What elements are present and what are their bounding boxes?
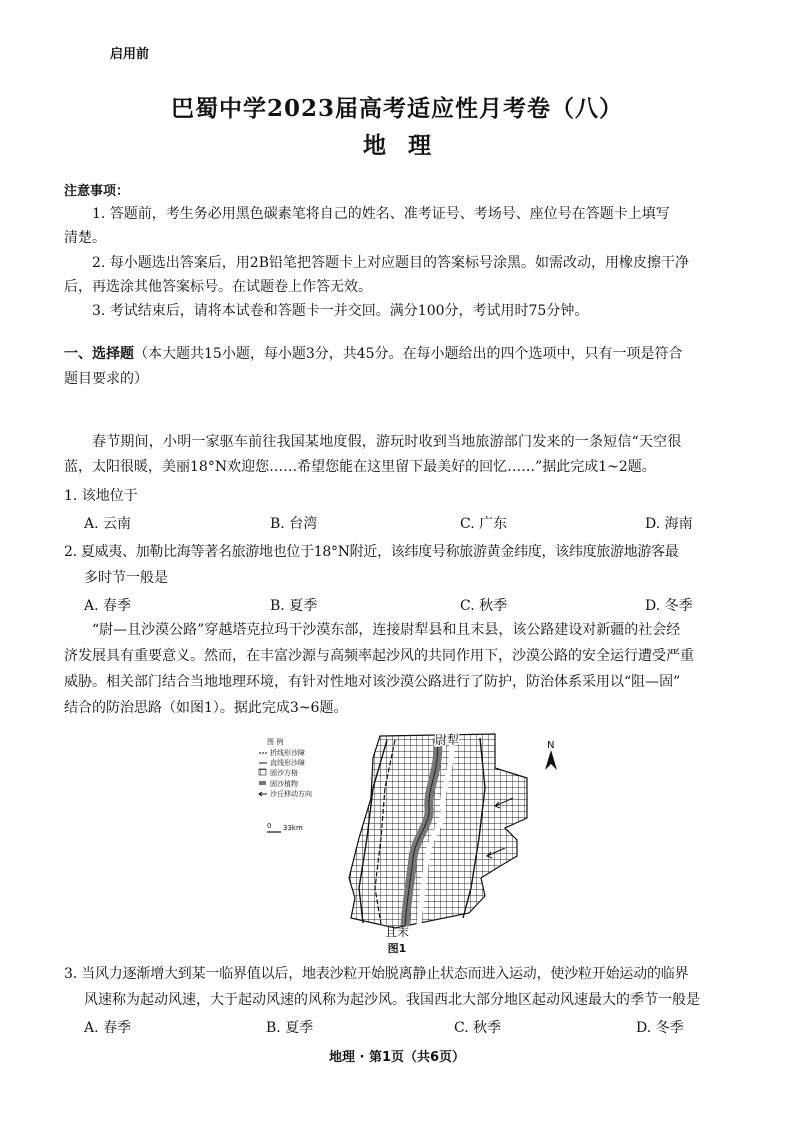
notes-heading: 注意事项： <box>64 184 130 199</box>
question-2-stem: 2. 夏威夷、加勒比海等著名旅游地也位于18°N附近，该纬度号称旅游黄金纬度，该纬度旅游地游客最 <box>64 544 679 560</box>
scale-bar <box>267 822 303 832</box>
q1-option-c: C. 广东 <box>460 516 508 532</box>
passage-2-line-2: 济发展具有重要意义。然而，在丰富沙源与高频率起沙风的共同作用下，沙漠公路的安全运行遭受严重 <box>64 648 694 664</box>
legend-sand-grid: 固沙方格 <box>270 769 298 777</box>
svg-text:N: N <box>547 740 555 751</box>
q2-option-c: C. 秋季 <box>460 598 508 614</box>
q1-option-b: B. 台湾 <box>270 516 318 532</box>
passage-1-line-1: 春节期间，小明一家驱车前往我国某地度假，游玩时收到当地旅游部门发来的一条短信“天空很 <box>92 434 682 450</box>
label-qiemo: 且末 <box>385 925 410 939</box>
corner-label: 启用前 <box>110 47 150 62</box>
question-3-stem: 3. 当风力逐渐增大到某一临界值以后，地表沙粒开始脱离静止状态而进入运动，使沙粒开始运动的临界 <box>64 966 689 982</box>
figure-1-map <box>255 728 575 940</box>
legend <box>259 737 312 798</box>
note-item-2-cont: 后，再选涂其他答案标号。在试题卷上作答无效。 <box>64 279 372 295</box>
figure-caption: 图1 <box>387 942 407 955</box>
section-desc-cont: 题目要求的） <box>64 371 148 387</box>
legend-straight-barrier: 直线形沙障 <box>270 759 305 767</box>
legend-plants: 固沙植物 <box>270 780 298 788</box>
subject-title: 地理 <box>363 132 453 159</box>
section-desc: （本大题共15小题，每小题3分，共45分。在每小题给出的四个选项中，只有一项是符合 <box>134 346 683 362</box>
q2-option-a: A. 春季 <box>84 598 132 614</box>
section-heading <box>64 342 764 366</box>
q1-option-d: D. 海南 <box>645 516 693 532</box>
svg-text:0: 0 <box>267 822 272 830</box>
passage-1-line-2: 蓝，太阳很暖，美丽18°N欢迎您……希望您能在这里留下最美好的回忆……”据此完成1~2题。 <box>64 459 656 475</box>
q3-option-d: D. 冬季 <box>636 1020 684 1036</box>
passage-2-line-4: 结合的防治思路（如图1）。据此完成3~6题。 <box>64 700 348 716</box>
q2-option-b: B. 夏季 <box>270 598 318 614</box>
q3-option-b: B. 夏季 <box>266 1020 314 1036</box>
passage-2-line-3: 威胁。相关部门结合当地地理环境，有针对性地对该沙漠公路进行了防护，防治体系采用以“阻—固” <box>64 674 681 690</box>
q2-option-d: D. 冬季 <box>645 598 693 614</box>
scale-label: 33km <box>283 824 303 832</box>
section-label: 一、选择题 <box>64 346 134 362</box>
label-yuli: 尉犁 <box>435 733 460 747</box>
q3-option-c: C. 秋季 <box>454 1020 502 1036</box>
q3-option-a: A. 春季 <box>84 1020 132 1036</box>
legend-title: 图 例 <box>267 738 284 746</box>
q1-option-a: A. 云南 <box>84 516 132 532</box>
note-item-1: 1. 答题前，考生务必用黑色碳素笔将自己的姓名、准考证号、考场号、座位号在答题卡上填写 <box>92 206 670 222</box>
note-item-2: 2. 每小题选出答案后，用2B铅笔把答题卡上对应题目的答案标号涂黑。如需改动，用橡皮擦干净 <box>92 255 690 271</box>
exam-title: 巴蜀中学2023届高考适应性月考卷（八） <box>170 95 623 122</box>
legend-dune-direction: 沙丘移动方向 <box>270 790 312 798</box>
note-item-1-cont: 清楚。 <box>64 230 106 246</box>
note-item-3: 3. 考试结束后，请将本试卷和答题卡一并交回。满分100分，考试用时75分钟。 <box>92 303 589 319</box>
page-footer: 地理 · 第1页（共6页） <box>328 1050 466 1065</box>
question-3-stem-cont: 风速称为起动风速，大于起动风速的风称为起沙风。我国西北大部分地区起动风速最大的季节一般是 <box>84 992 700 1008</box>
north-arrow-icon <box>545 740 557 770</box>
question-2-stem-cont: 多时节一般是 <box>84 570 168 586</box>
question-1-stem: 1. 该地位于 <box>64 488 138 504</box>
legend-fold-barrier: 折线形沙障 <box>270 749 305 757</box>
passage-2-line-1: “尉—且沙漠公路”穿越塔克拉玛干沙漠东部，连接尉犁县和且末县，该公路建设对新疆的社会经 <box>92 622 681 638</box>
